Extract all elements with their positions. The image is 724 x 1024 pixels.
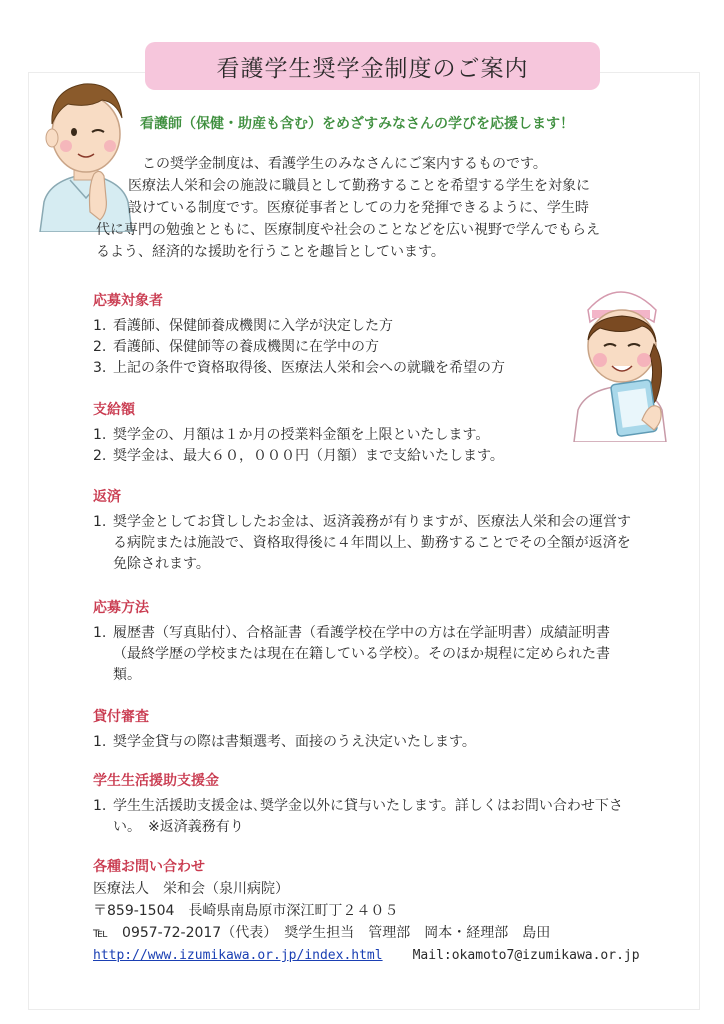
intro-line: この奨学金制度は、看護学生のみなさんにご案内するものです。 — [128, 156, 547, 172]
intro-line: 代に専門の勉強とともに、医療制度や社会のことなどを広い視野で学んでもらえ — [96, 222, 600, 238]
item-number: 1. — [93, 427, 107, 443]
contact-web-mail — [93, 944, 640, 967]
contact-org: 医療法人 栄和会（泉川病院） — [93, 881, 289, 897]
intro-line: 設けている制度です。医療従事者としての力を発揮できるように、学生時 — [128, 200, 589, 216]
item-text: 奨学金の、月額は１か月の授業料金額を上限といたします。 — [113, 427, 490, 443]
list-item — [93, 623, 633, 686]
section-screening — [93, 706, 476, 753]
page-title: 看護学生奨学金制度のご案内 — [216, 55, 529, 82]
section-repayment — [93, 486, 633, 575]
contact-block — [93, 856, 640, 967]
section-living-support — [93, 770, 633, 838]
intro-paragraph — [96, 153, 636, 263]
item-number: 1. — [93, 514, 107, 530]
contact-heading: 各種お問い合わせ — [93, 859, 205, 875]
section-heading: 返済 — [93, 489, 121, 505]
item-number: 3. — [93, 360, 107, 376]
lead-message: 看護師（保健・助産も含む）をめざすみなさんの学びを応援します！ — [140, 116, 574, 132]
list-item — [93, 337, 505, 358]
section-heading: 応募方法 — [93, 600, 149, 616]
list-item — [93, 446, 504, 467]
item-number: 1. — [93, 798, 107, 814]
item-number: 1. — [93, 318, 107, 334]
item-text: 看護師、保健師養成機関に入学が決定した方 — [113, 318, 393, 334]
list-item — [93, 732, 476, 753]
intro-line: るよう、経済的な援助を行うことを趣旨としています。 — [96, 244, 445, 260]
section-eligibility — [93, 290, 505, 379]
section-heading: 支給額 — [93, 402, 135, 418]
item-number: 2. — [93, 448, 107, 464]
contact-mail: Mail:okamoto7@izumikawa.or.jp — [412, 948, 640, 963]
title-banner — [145, 42, 600, 90]
intro-line: 医療法人栄和会の施設に職員として勤務することを希望する学生を対象に — [128, 178, 590, 194]
contact-address: 〒859-1504 長崎県南島原市深江町丁２４０５ — [93, 903, 399, 919]
item-number: 1. — [93, 734, 107, 750]
item-text: 上記の条件で資格取得後、医療法人栄和会への就職を希望の方 — [113, 360, 505, 376]
item-text: 奨学金は、最大６０，０００円（月額）まで支給いたします。 — [113, 448, 504, 464]
section-heading: 学生生活援助支援金 — [93, 773, 219, 789]
section-amount — [93, 399, 504, 467]
section-heading: 応募対象者 — [93, 293, 163, 309]
item-text: 奨学金貸与の際は書類選考、面接のうえ決定いたします。 — [113, 734, 476, 750]
item-text: 履歴書（写真貼付）、合格証書（看護学校在学中の方は在学証明書）成績証明書（最終学歴の学校または現在在籍している学校）。そのほか規程に定められた書類。 — [113, 625, 610, 683]
section-application — [93, 597, 633, 686]
item-text: 看護師、保健師等の養成機関に在学中の方 — [113, 339, 379, 355]
list-item — [93, 512, 633, 575]
list-item — [93, 796, 633, 838]
list-item — [93, 425, 504, 446]
item-text: 奨学金としてお貸ししたお金は、返済義務が有りますが、医療法人栄和会の運営する病院または施設で、資格取得後に４年間以上、勤務することでその全額が返済を免除されます。 — [113, 514, 631, 572]
item-text: 学生生活援助支援金は､奨学金以外に貸与いたします。詳しくはお問い合わせ下さい。 ※返済義務有り — [113, 798, 623, 835]
website-link[interactable]: http://www.izumikawa.or.jp/index.html — [93, 948, 383, 963]
section-heading: 貸付審査 — [93, 709, 149, 725]
item-number: 1. — [93, 625, 107, 641]
list-item — [93, 358, 505, 379]
item-number: 2. — [93, 339, 107, 355]
list-item — [93, 316, 505, 337]
female-nurse-illustration — [556, 270, 684, 442]
contact-tel: ℡ 0957-72-2017（代表） 奨学生担当 管理部 岡本・経理部 島田 — [93, 925, 551, 941]
